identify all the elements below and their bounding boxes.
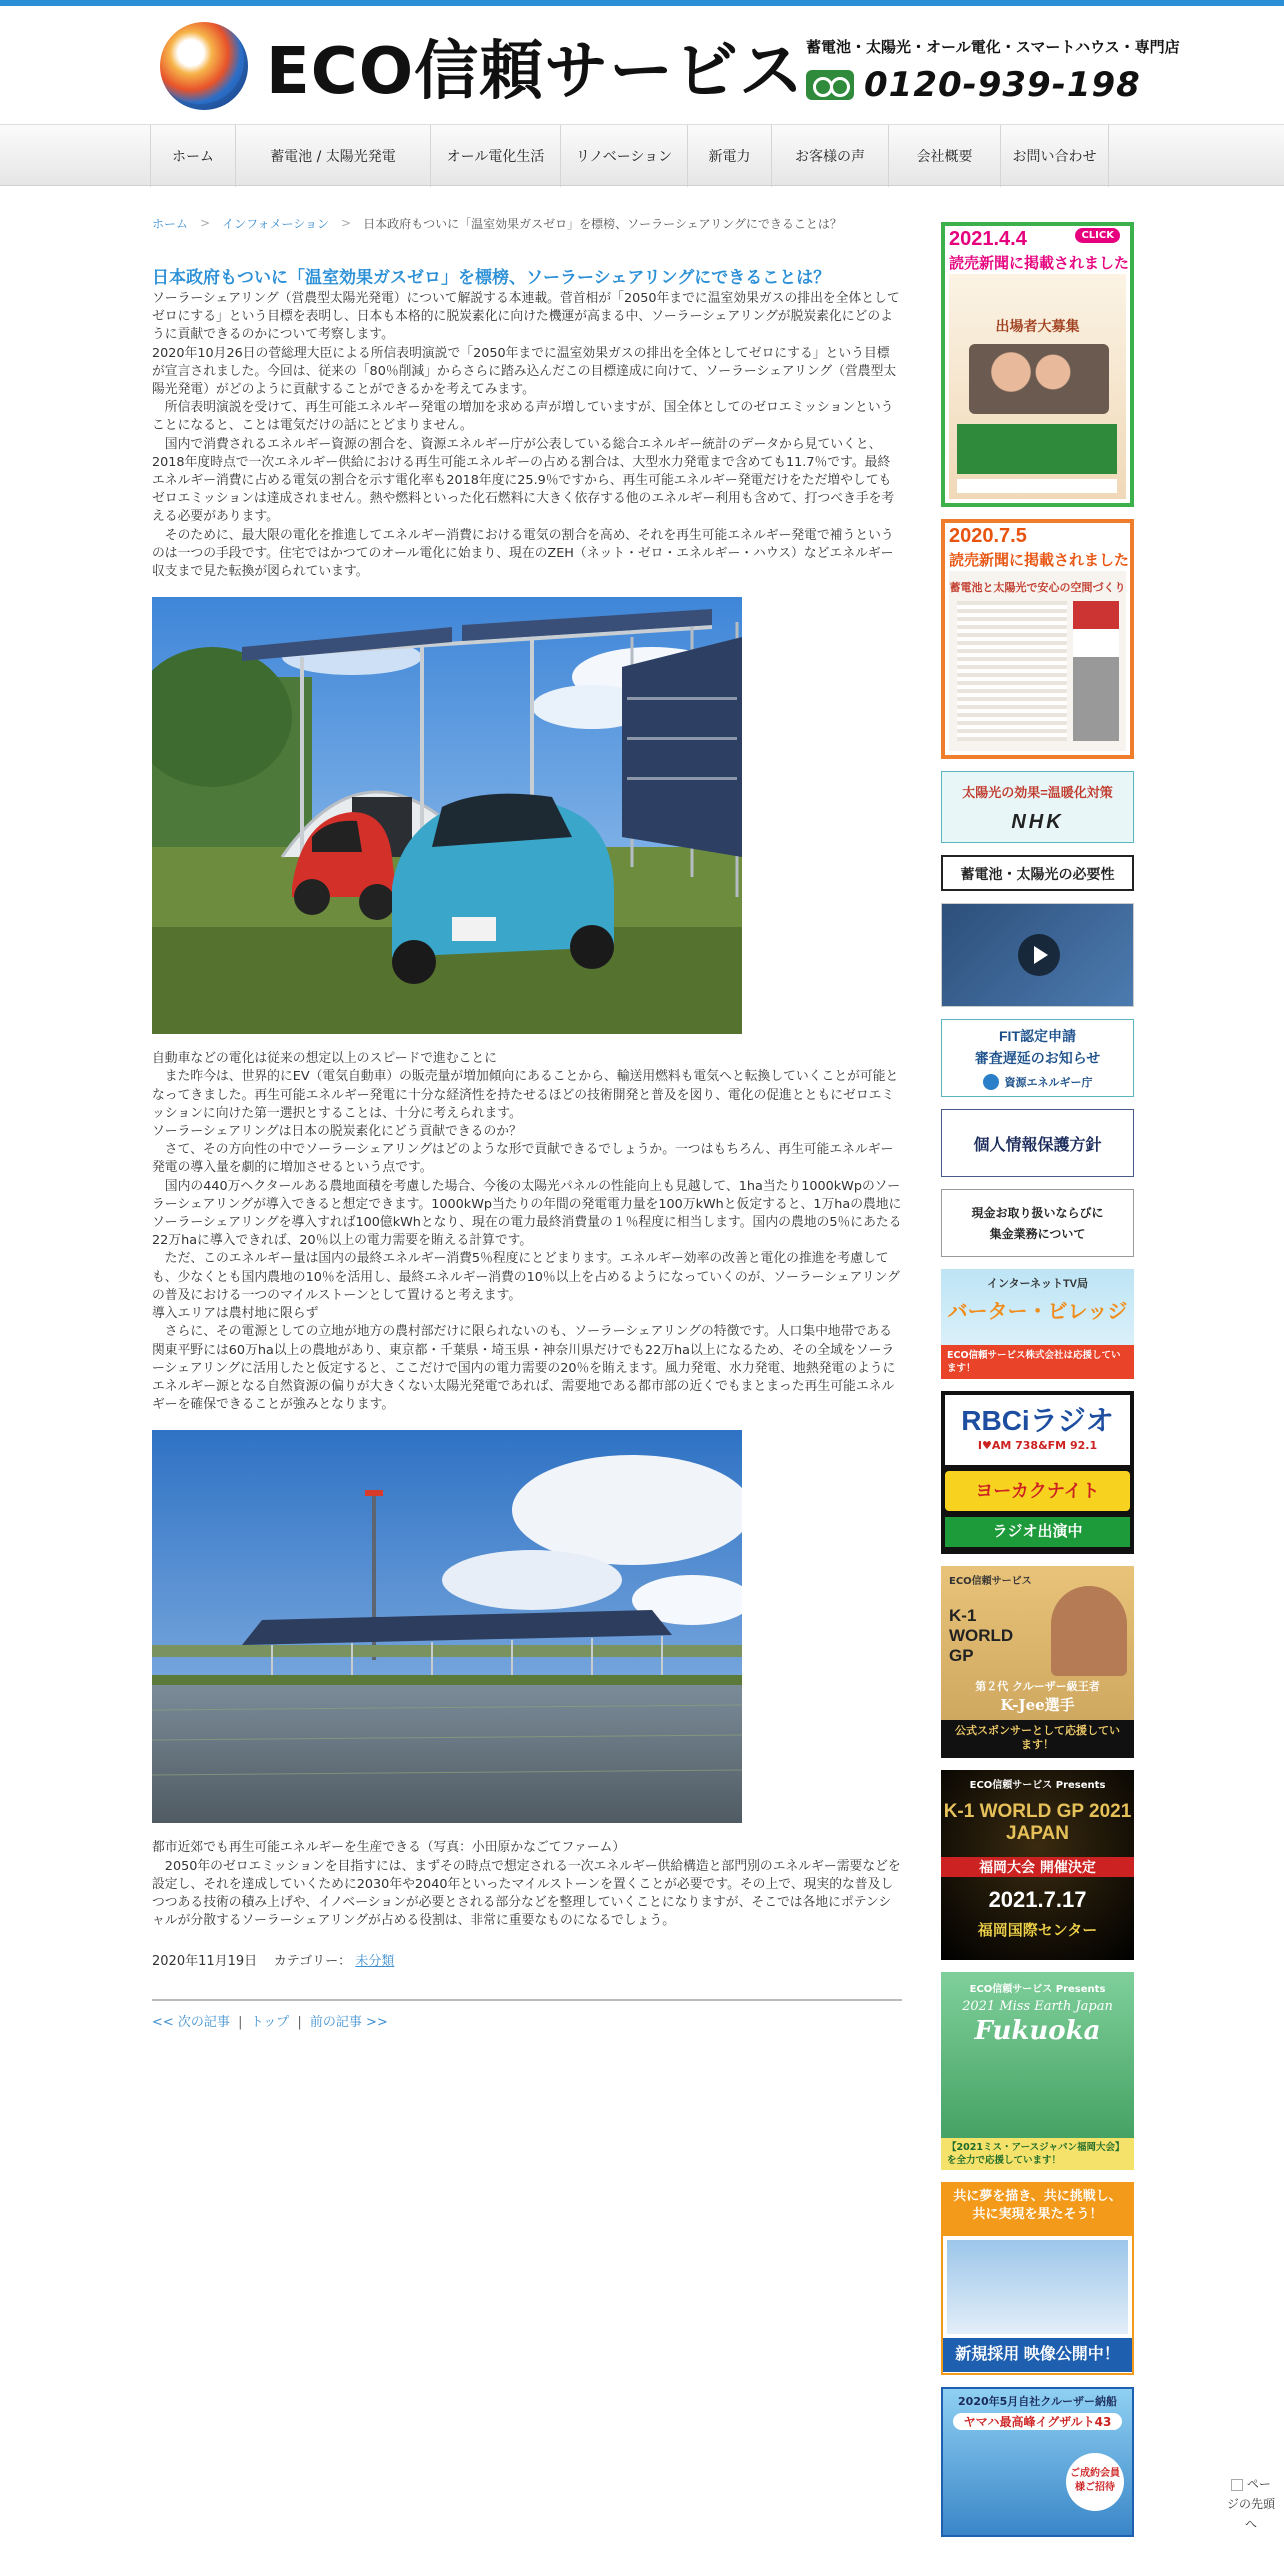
video-thumbnail[interactable] bbox=[941, 903, 1134, 1007]
breadcrumb-category[interactable]: インフォメーション bbox=[222, 216, 329, 231]
logo-text: ECO信頼サービス bbox=[266, 35, 805, 109]
banner-miss-earth[interactable] bbox=[941, 1972, 1134, 2170]
banner-recruit[interactable] bbox=[941, 2182, 1134, 2375]
banner-title: ヤマハ最高峰イグザルト43 bbox=[953, 2413, 1122, 2430]
k1-logo: K-1 WORLD GP 2021 JAPAN bbox=[943, 1801, 1132, 1844]
article-paragraph: 導入エリアは農村地に限らず bbox=[152, 1306, 319, 1322]
banner-line2: 審査遅延のお知らせ bbox=[974, 1050, 1101, 1066]
article-paragraph: ソーラーシェアリングは日本の脱炭素化にどう貢献できるのか？ bbox=[152, 1124, 522, 1140]
phone-number-block[interactable] bbox=[806, 65, 1141, 105]
banner-line1: 現金お取り扱いならびに bbox=[971, 1206, 1104, 1220]
article-paragraph: さらに、その電源としての立地が地方の農村部だけに限られないのも、ソーラーシェアリングの特徴です。人口集中地帯である関東平野には60万ha以上の農地があり、東京都・千葉県・埼玉県・神奈川県だけでも22万ha以上になるため、その全域をソーラーシェアリングに活用したと仮定すると、ここだけで国内の電力需要の20％を賄えます。風力発電、水力発電、地熱発電のようにエネルギー源となる自然資源の偏りが大きくない太陽光発電であれば、需要地である都市部の近くでもまとまった再生可能エネルギーを確保できることが強みとなります。 bbox=[152, 1324, 896, 1413]
banner-date: 2020.7.5 bbox=[949, 525, 1027, 547]
banner-necessity-heading bbox=[941, 855, 1134, 891]
nav-company[interactable]: 会社概要 bbox=[889, 125, 1001, 187]
logo-globe-icon bbox=[160, 22, 248, 110]
agency-name: 資源エネルギー庁 bbox=[1004, 1076, 1093, 1089]
article-paragraph: 自動車などの電化は従来の想定以上のスピードで進むことに bbox=[152, 1051, 498, 1067]
photo-caption: 都市近郊でも再生可能エネルギーを生産できる（写真：小田原かなごてファーム） bbox=[152, 1840, 626, 1856]
breadcrumb-home[interactable]: ホーム bbox=[152, 216, 189, 231]
post-pager bbox=[152, 2011, 902, 2030]
chevron-right-icon: > bbox=[341, 216, 352, 230]
banner-line2: 集金業務について bbox=[989, 1227, 1086, 1241]
main-content bbox=[152, 210, 902, 2030]
nav-renovation[interactable]: リノベーション bbox=[561, 125, 688, 187]
banner-top: ECO信頼サービス bbox=[949, 1576, 1032, 1587]
office-building-photo bbox=[947, 2240, 1128, 2334]
fighter-name: K-Jee選手 bbox=[1000, 1696, 1075, 1714]
article-photo-paddy-solar bbox=[152, 1430, 742, 1823]
article-paragraph: 国内の440万ヘクタールある農地面積を考慮した場合、今後の太陽光パネルの性能向上も見越して、1ha当たり1000kWpのソーラーシェアリングが導入できると想定できます。1000kWp当たりの年間の発電電力量を100万kWhと仮定すると、1万haの農地にソーラーシェアリングを導入すれば100億kWhとなり、現在の電力最終消費量の１％程度に相当します。国内の農地の5％にあたる22万haに導入できれば、20％以上の電力需要を賄える計算です。 bbox=[152, 1178, 902, 1249]
header-tagline: 蓄電池・太陽光・オール電化・スマートハウス・専門店 bbox=[806, 39, 1180, 56]
breadcrumb bbox=[152, 210, 902, 236]
category-label: カテゴリー： bbox=[273, 1954, 352, 1970]
play-icon[interactable] bbox=[1018, 934, 1060, 976]
article-paragraph: 所信表明演説を受けて、再生可能エネルギー発電の増加を求める声が増していますが、国全体としてのゼロエミッションということになると、ことは電気だけの話にとどまりません。 bbox=[152, 400, 894, 434]
banner-bottom: 新規採用 映像公開中！ bbox=[943, 2338, 1132, 2372]
article-paragraph: ただ、このエネルギー量は国内の最終エネルギー消費5％程度にとどまります。エネルギー効率の改善と電化の推進を考慮しても、少なくとも国内農地の10％を活用し、最終エネルギー消費の10％以上を占めるようになっていくのが、ソーラーシェアリングの普及における一つのマイルストーンとして置けると考えます。 bbox=[152, 1251, 900, 1303]
article-paragraph: 国内で消費されるエネルギー資源の割合を、資源エネルギー庁が公表している総合エネルギー統計のデータから見ていくと、2018年度時点で一次エネルギー供給における再生可能エネルギーの占める割合は、大型水力発電まで含めても11.7％です。最終エネルギー消費に占める電気の割合を示す電化率も2018年度に25.9％ですから、再生可能エネルギー発電だけをただ増やしてもゼロエミッションは達成されません。熱や燃料といった化石燃料に大きく依存する他のエネルギー利用も含めて、打つべき手を考える必要があります。 bbox=[152, 436, 895, 525]
article-body-1 bbox=[152, 290, 902, 581]
chevron-right-icon: > bbox=[200, 216, 211, 230]
banner-k1-sponsor[interactable] bbox=[941, 1566, 1134, 1758]
nav-contact[interactable]: お問い合わせ bbox=[1001, 125, 1109, 187]
banner-yomiuri-2021[interactable] bbox=[941, 222, 1134, 507]
banner-title: 個人情報保護方針 bbox=[973, 1135, 1102, 1154]
banner-bottom: 公式スポンサーとして応援しています！ bbox=[941, 1720, 1134, 1758]
fighter-photo bbox=[1051, 1586, 1127, 1676]
banner-nhk[interactable] bbox=[941, 771, 1134, 843]
banner-city: Fukuoka bbox=[974, 2016, 1101, 2046]
banner-caption: 読売新聞に掲載されました bbox=[949, 552, 1130, 569]
divider bbox=[152, 1999, 902, 2001]
top-link[interactable]: トップ bbox=[250, 2015, 290, 2031]
banner-barter-village[interactable] bbox=[941, 1269, 1134, 1379]
nav-new-power[interactable]: 新電力 bbox=[688, 125, 772, 187]
banner-bottom: ラジオ出演中 bbox=[945, 1517, 1130, 1547]
radio-show-title: ヨーカクナイト bbox=[945, 1471, 1130, 1511]
broken-image-icon bbox=[1231, 2479, 1243, 2491]
event-date: 2021.7.17 bbox=[988, 1887, 1087, 1912]
newspaper-clipping-image bbox=[949, 274, 1126, 499]
banner-title: 太陽光の効果=温暖化対策 bbox=[962, 785, 1113, 800]
banner-cruiser[interactable] bbox=[941, 2387, 1134, 2537]
article-body-3 bbox=[152, 1839, 902, 1930]
rbc-logo: RBCiラジオ bbox=[961, 1405, 1114, 1436]
nav-customer-voice[interactable]: お客様の声 bbox=[772, 125, 889, 187]
article-paragraph: そのために、最大限の電化を推進してエネルギー消費における電気の割合を高め、それを再生可能エネルギー発電で補うというのは一つの手段です。住宅ではかつてのオール電化に始まり、現在のZEH（ネット・ゼロ・エネルギー・ハウス）などエネルギー収支まで見た転換が図られています。 bbox=[152, 527, 894, 580]
banner-heading: 蓄電池・太陽光の必要性 bbox=[960, 866, 1115, 882]
banner-badge: ご成約会員様ご招待 bbox=[1066, 2453, 1124, 2511]
article-title: 日本政府もついに「温室効果ガスゼロ」を標榜、ソーラーシェアリングにできることは？ bbox=[152, 268, 831, 288]
nav-home[interactable]: ホーム bbox=[151, 125, 236, 187]
article-paragraph: 2020年10月26日の菅総理大臣による所信表明演説で「2050年までに温室効果ガスの排出を全体としてゼロにする」という目標が宣言されました。今回は、従来の「80％削減」からさらに踏み込んだこの目標達成に向けて、ソーラーシェアリング（営農型太陽光発電）がどのように貢献することができるかを考えてみます。 bbox=[152, 345, 897, 398]
pager-separator: | bbox=[297, 2015, 302, 2031]
banner-yomiuri-2020[interactable] bbox=[941, 519, 1134, 759]
banner-top: ECO信頼サービス Presents bbox=[969, 1780, 1106, 1791]
site-header bbox=[0, 6, 1284, 124]
back-to-top-text[interactable]: ページの先頭へ bbox=[1226, 2477, 1275, 2531]
banner-bottom: ECO信頼サービス株式会社は応援しています！ bbox=[941, 1345, 1134, 1379]
rbc-frequency: I♥AM 738&FM 92.1 bbox=[977, 1439, 1098, 1452]
nhk-logo: NHK bbox=[1011, 811, 1064, 833]
article-paragraph: さて、その方向性の中でソーラーシェアリングはどのような形で貢献できるでしょうか。一つはもちろん、再生可能エネルギー発電の導入量を劇的に増加させるという点です。 bbox=[152, 1142, 894, 1176]
banner-click-badge: CLICK bbox=[1075, 228, 1120, 243]
banner-headline: 蓄電池と太陽光で安心の空間づくり bbox=[949, 582, 1126, 594]
champion-title: 第２代 クルーザー級王者 bbox=[975, 1680, 1100, 1693]
article-photo-ev-solar-farm bbox=[152, 597, 742, 1034]
global-nav bbox=[0, 124, 1284, 186]
banner-k1-fukuoka[interactable] bbox=[941, 1770, 1134, 1960]
next-post-link[interactable]: << 次の記事 bbox=[152, 2015, 230, 2031]
banner-title: バーター・ビレッジ bbox=[947, 1301, 1128, 1323]
event-title: 福岡大会 開催決定 bbox=[941, 1857, 1134, 1877]
banner-top: 2020年5月自社クルーザー納船 bbox=[958, 2395, 1117, 2408]
banner-recruit-text: 出場者大募集 bbox=[995, 318, 1080, 334]
k1-logo: K-1 WORLD GP bbox=[949, 1606, 1014, 1665]
article-paragraph: 2050年のゼロエミッションを目指すには、まずその時点で想定される一次エネルギー供給構造と部門別のエネルギー需要などを設定し、それを達成していくために2030年や2040年といったマイルストーンを置くことが必要です。その上で、現実的な普及しつつある技術の積み上げや、イノベーションが必要とされる部分などを整理していくことになりますが、そこでは各地にポテンシャルが分散するソーラーシェアリングが占める役割は、非常に重要なものになるでしょう。 bbox=[152, 1858, 901, 1929]
banner-title: 2021 Miss Earth Japan bbox=[962, 1999, 1113, 2014]
prev-post-link[interactable]: 前の記事 >> bbox=[309, 2015, 388, 2031]
banner-line1: FIT認定申請 bbox=[999, 1028, 1076, 1044]
nav-all-electric[interactable]: オール電化生活 bbox=[431, 125, 561, 187]
banner-date: 2021.4.4 bbox=[949, 228, 1027, 250]
banner-fit-notice[interactable] bbox=[941, 1019, 1134, 1097]
banner-bottom: 【2021ミス・アースジャパン福岡大会】を全力で応援しています！ bbox=[941, 2138, 1134, 2170]
nav-battery-solar[interactable]: 蓄電池 / 太陽光発電 bbox=[236, 125, 431, 187]
article-paragraph: ソーラーシェアリング（営農型太陽光発電）について解説する本連載。菅首相が「2050年までに温室効果ガスの排出を全体としてゼロにする」という目標を表明し、日本も本格的に脱炭素化に向けた機運が高まる中、ソーラーシェアリングが脱炭素化にどのように貢献できるのかについて考察します。 bbox=[152, 291, 900, 343]
article-date: 2020年11月19日 bbox=[152, 1954, 258, 1970]
newspaper-clipping-image bbox=[949, 571, 1126, 751]
pager-separator: | bbox=[238, 2015, 243, 2031]
banner-top: インターネットTV局 bbox=[986, 1278, 1089, 1290]
banner-top: 共に夢を描き、共に挑戦し、共に実現を果たそう！ bbox=[943, 2184, 1132, 2236]
article-paragraph: また昨今は、世界的にEV（電気自動車）の販売量が増加傾向にあることから、輸送用燃料も電気へと転換していくことが可能となってきました。再生可能エネルギー発電に十分な経済性を持たせるほどの技術開発と普及を図り、電化の促進とともにゼロエミッションに向けた第一選択とすることは、十分に考えられます。 bbox=[152, 1069, 899, 1121]
freedial-icon bbox=[806, 70, 854, 100]
article-body-2 bbox=[152, 1050, 902, 1414]
category-link[interactable]: 未分類 bbox=[355, 1954, 395, 1970]
sidebar bbox=[941, 222, 1134, 2549]
banner-rbc-radio[interactable] bbox=[941, 1391, 1134, 1554]
article-meta bbox=[152, 1950, 902, 1969]
banner-cash-handling[interactable] bbox=[941, 1189, 1134, 1257]
site-logo[interactable] bbox=[160, 20, 805, 112]
agency-logo-icon bbox=[983, 1074, 999, 1090]
banner-top: ECO信頼サービス Presents bbox=[969, 1984, 1106, 1995]
banner-privacy-policy[interactable] bbox=[941, 1109, 1134, 1177]
event-venue: 福岡国際センター bbox=[977, 1921, 1098, 1939]
back-to-top-link[interactable] bbox=[1226, 2474, 1276, 2534]
breadcrumb-current: 日本政府もついに「温室効果ガスゼロ」を標榜、ソーラーシェアリングにできることは？ bbox=[363, 216, 842, 231]
phone-number[interactable]: 0120-939-198 bbox=[864, 65, 1141, 105]
banner-caption: 読売新聞に掲載されました bbox=[949, 255, 1130, 272]
header-contact bbox=[806, 36, 1180, 106]
